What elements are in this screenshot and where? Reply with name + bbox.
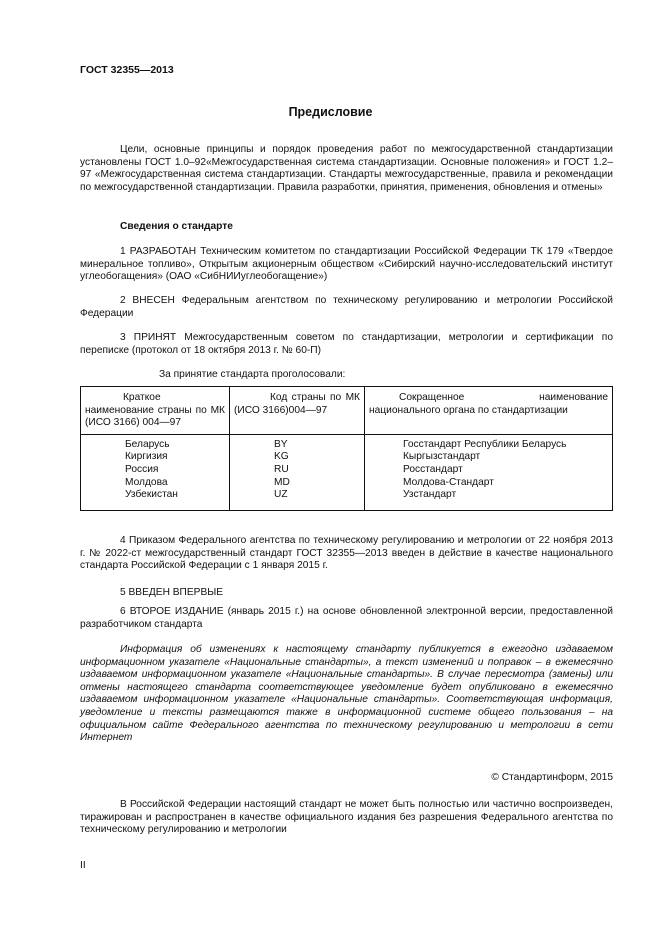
copyright-line: © Стандартинформ, 2015: [491, 772, 613, 783]
body-list-cell: [365, 434, 613, 510]
header-country-name: [81, 387, 230, 435]
code-list-cell: [230, 434, 365, 510]
header-national-body-text: Сокращенное наименование национального органа по стандартизации: [369, 392, 608, 416]
section-heading: Сведения о стандарте: [120, 221, 233, 232]
vote-table-body-row: [81, 434, 613, 510]
item-introduced: 2 ВНЕСЕН Федеральным агентством по техническому регулированию и метрологии Российской Федерации: [80, 295, 613, 319]
code-list: BY KG RU MD UZ: [274, 438, 290, 501]
header-national-body: [365, 387, 613, 435]
vote-table: [80, 386, 613, 511]
item-adopted: 3 ПРИНЯТ Межгосударственным советом по стандартизации, метрологии и сертификации по переписке (протокол от 18 октября 2013 г. № 60-П): [80, 332, 613, 356]
intro-paragraph: Цели, основные принципы и порядок проведения работ по межгосударственной стандартизации установлены ГОСТ 1.0–92«Межгосударственная система стандартизации. Основные положения» и ГОСТ 1.2–97 «Межгосударственная система стандартизации. Стандарты межгосударственные, правила и рекомендации по межгосударственной стандартизации. Правила разработки, принятия, применения, обновления и отмены»: [80, 144, 613, 193]
body-list: Госстандарт Республики Беларусь Кыргызстандарт Росстандарт Молдова-Стандарт Узстандарт: [403, 438, 567, 501]
vote-table-header-row: [81, 387, 613, 435]
item-order: 4 Приказом Федерального агентства по техническому регулированию и метрологии от 22 ноября 2013 г. № 2022-ст межгосударственный стандарт ГОСТ 32355—2013 введен в действие в качестве национального стандарта Российской Федерации с 1 января 2015 г.: [80, 535, 613, 572]
standard-code-header: ГОСТ 32355—2013: [80, 64, 174, 76]
item-first: 5 ВВЕДЕН ВПЕРВЫЕ: [120, 587, 224, 598]
page-title: Предисловие: [288, 105, 373, 119]
page-number: II: [80, 860, 86, 871]
notice-paragraph: Информация об изменениях к настоящему стандарту публикуется в ежегодно издаваемом информационном указателе «Национальные стандарты», а текст изменений и поправок – в ежемесячно издаваемом информационном указателе «Национальные стандарты». В случае пересмотра (замены) или отмены настоящего стандарта соответствующее уведомление будет опубликовано в ежемесячно издаваемом информационном указателе «Национальные стандарты». Соответствующая информация, уведомление и тексты размещаются также в информационной системе общего пользования – на официальном сайте Федерального агентства по техническому регулированию и метрологии в сети Интернет: [80, 644, 613, 744]
legal-paragraph: В Российской Федерации настоящий стандарт не может быть полностью или частично воспроизведен, тиражирован и распространен в качестве официального издания без разрешения Федерального агентства по техническому регулированию и метрологии: [80, 799, 613, 836]
header-country-code-text: Код страны по МК (ИСО 3166)004—97: [234, 392, 360, 416]
header-country-code: [230, 387, 365, 435]
item-second-edition: 6 ВТОРОЕ ИЗДАНИЕ (январь 2015 г.) на основе обновленной электронной версии, предоставленной разработчиком стандарта: [80, 606, 613, 630]
header-country-name-text: Краткое наименование страны по МК (ИСО 3166) 004—97: [85, 392, 225, 429]
country-list: Беларусь Киргизия Россия Молдова Узбекистан: [125, 438, 178, 501]
item-developed: 1 РАЗРАБОТАН Техническим комитетом по стандартизации Российской Федерации ТК 179 «Твердое минеральное топливо», Открытым акционерным обществом «Сибирский научно-исследовательский институт углеобогащения» (ОАО «СибНИИуглеобогащение»): [80, 246, 613, 283]
vote-caption: За принятие стандарта проголосовали:: [159, 369, 346, 380]
country-list-cell: [81, 434, 230, 510]
